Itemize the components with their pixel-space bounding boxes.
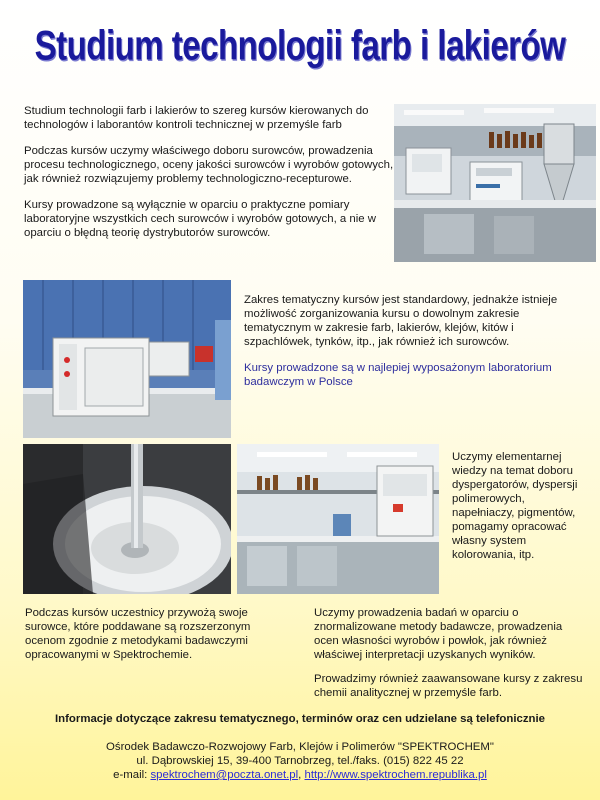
contact-links: [0, 768, 600, 782]
organization-name: Ośrodek Badawczo-Rozwojowy Farb, Klejów i Polimerów "SPEKTROCHEM": [106, 741, 494, 753]
scope-paragraph: Zakres tematyczny kursów jest standardowy, jednakże istnieje możliwość zorganizowania kursu o dowolnym zakresie tematycznym w zakresie farb, lakierów, klejów, kitów i szpachlówek, tynków, itp., jak również ich surowców.: [244, 294, 558, 348]
page-title: Studium technologii farb i lakierów: [34, 22, 566, 69]
lab-bench-photo: [237, 444, 439, 594]
intro-paragraph-1: Studium technologii farb i lakierów to szereg kursów kierowanych do technologów i laborantów kontroli technicznej w przemyśle farb: [24, 105, 369, 131]
intro-section: [24, 104, 396, 240]
methods-paragraph-2: Prowadzimy również zaawansowane kursy z zakresu chemii analitycznej w przemyśle farb.: [314, 673, 583, 699]
email-link[interactable]: spektrochem@poczta.onet.pl: [150, 769, 299, 781]
methods-section: [314, 606, 588, 700]
materials-paragraph: Podczas kursów uczestnicy przywożą swoje surowce, które poddawane są rozszerzonym ocenom zgodnie z metodykami badawczymi opracowanymi w Spektrochemie.: [25, 607, 251, 661]
intro-paragraph-2: Podczas kursów uczymy właściwego doboru surowców, prowadzenia procesu technologicznego, oceny jakości surowców i wyrobów gotowych, jak również rozwiązujemy problemy technologiczno-recepturowe.: [24, 145, 394, 185]
email-label: e-mail:: [113, 769, 151, 781]
contact-block: [0, 740, 600, 782]
laboratory-oven-photo: [23, 280, 231, 438]
best-lab-note: Kursy prowadzone są w najlepiej wyposażonym laboratorium badawczym w Polsce: [244, 362, 552, 388]
address-line: ul. Dąbrowskiej 15, 39-400 Tarnobrzeg, tel./faks. (015) 822 45 22: [136, 755, 464, 767]
elementary-section: [452, 450, 590, 562]
contact-separator: ,: [298, 769, 305, 781]
scope-section: [244, 293, 578, 389]
methods-paragraph-1: Uczymy prowadzenia badań w oparciu o znormalizowane metody badawcze, prowadzenia ocen własności wyrobów i powłok, jak również właściwej interpretacji uzyskanych wyników.: [314, 607, 563, 661]
lab-overview-photo: [394, 104, 596, 262]
intro-paragraph-3: Kursy prowadzone są wyłącznie w oparciu o praktyczne pomiary laboratoryjne wszystkich cech surowców i wyrobów gotowych, a nie w oparciu o błędną teorię dystrybutorów surowców.: [24, 199, 376, 239]
materials-section: [25, 606, 275, 662]
elementary-paragraph: Uczymy elementarnej wiedzy na temat doboru dyspergatorów, dyspersji polimerowych, napełniaczy, pigmentów, pomagamy opracować własny system kolorowania, itp.: [452, 451, 578, 561]
info-note: Informacje dotyczące zakresu tematycznego, terminów oraz cen udzielane są telefonicznie: [55, 713, 545, 725]
dispersion-mixer-photo: [23, 444, 231, 594]
website-link[interactable]: http://www.spektrochem.republika.pl: [304, 769, 487, 781]
